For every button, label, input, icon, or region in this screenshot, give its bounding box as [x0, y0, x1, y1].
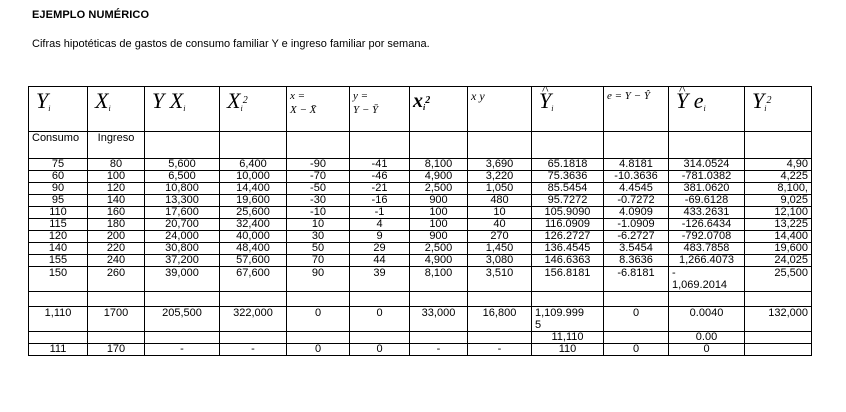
table-cell: -30	[287, 195, 350, 207]
table-cell: 140	[88, 195, 145, 207]
table-cell: 30,800	[145, 243, 220, 255]
table-cell: 115	[29, 219, 88, 231]
table-cell: 24,025	[745, 255, 812, 267]
data-rows	[29, 159, 812, 292]
table-cell: 90	[29, 183, 88, 195]
table-cell: 25,500	[745, 267, 812, 292]
table-cell: 20,700	[145, 219, 220, 231]
table-cell: 3.5454	[604, 243, 669, 255]
table-cell: 2,500	[410, 183, 468, 195]
table-cell: 483.7858	[669, 243, 745, 255]
table-cell: 11,110	[532, 332, 604, 344]
header-residual: e = Y − Ŷ	[604, 87, 669, 132]
data-table	[28, 86, 812, 356]
table-cell: 39	[350, 267, 410, 292]
table-cell: 132,000	[745, 307, 812, 332]
table-cell: 146.6363	[532, 255, 604, 267]
table-cell: 0	[350, 344, 410, 356]
table-cell: 9	[350, 231, 410, 243]
table-cell: 3,220	[468, 171, 532, 183]
header-yhat-e: ^ Y $e_i$	[669, 87, 745, 132]
table-cell: 95.7272	[532, 195, 604, 207]
table-cell: 4.4545	[604, 183, 669, 195]
table-cell	[88, 332, 145, 344]
table-cell: 4	[350, 219, 410, 231]
table-cell: 10	[287, 219, 350, 231]
table-cell: 1,110	[29, 307, 88, 332]
table-cell: 8.3636	[604, 255, 669, 267]
table-cell: 314.0524	[669, 159, 745, 171]
table-cell: 170	[88, 344, 145, 356]
table-cell	[468, 332, 532, 344]
table-cell: 19,600	[220, 195, 287, 207]
table-cell: -	[468, 344, 532, 356]
table-row	[29, 267, 812, 292]
table-cell: 126.2727	[532, 231, 604, 243]
table-cell: 10,000	[220, 171, 287, 183]
table-cell: 1,050	[468, 183, 532, 195]
table-cell: 39,000	[145, 267, 220, 292]
table-cell: 95	[29, 195, 88, 207]
table-cell: 105.9090	[532, 207, 604, 219]
table-cell: 0	[604, 307, 669, 332]
table-cell: 4.0909	[604, 207, 669, 219]
table-cell: 48,400	[220, 243, 287, 255]
table-cell: 3,080	[468, 255, 532, 267]
table-cell: 75.3636	[532, 171, 604, 183]
table-cell: 37,200	[145, 255, 220, 267]
table-cell	[745, 332, 812, 344]
table-cell: -46	[350, 171, 410, 183]
table-cell: 180	[88, 219, 145, 231]
table-cell: - 1,069.2014	[669, 267, 745, 292]
table-row	[29, 183, 812, 195]
table-cell: -69.6128	[669, 195, 745, 207]
header-yixi: Y $X_i$	[145, 87, 220, 132]
table-cell: 136.4545	[532, 243, 604, 255]
table-cell: 90	[287, 267, 350, 292]
table-row	[29, 171, 812, 183]
table-cell: 0.0040	[669, 307, 745, 332]
table-cell: -6.8181	[604, 267, 669, 292]
table-cell: -1	[350, 207, 410, 219]
table-cell: 2,500	[410, 243, 468, 255]
table-cell: 4,225	[745, 171, 812, 183]
table-cell: 900	[410, 195, 468, 207]
table-cell: 65.1818	[532, 159, 604, 171]
table-cell: -	[410, 344, 468, 356]
table-cell: 322,000	[220, 307, 287, 332]
table-cell: 200	[88, 231, 145, 243]
table-cell: 1,450	[468, 243, 532, 255]
table-cell: 17,600	[145, 207, 220, 219]
header-xy: x y	[468, 87, 532, 132]
table-cell: 160	[88, 207, 145, 219]
table-cell: -	[145, 344, 220, 356]
table-cell: 0	[604, 344, 669, 356]
table-cell: 30	[287, 231, 350, 243]
table-cell: -792.0708	[669, 231, 745, 243]
label-ingreso: Ingreso	[88, 132, 145, 159]
table-cell: 1700	[88, 307, 145, 332]
table-cell: 25,600	[220, 207, 287, 219]
table-cell: 3,690	[468, 159, 532, 171]
table-cell: 40,000	[220, 231, 287, 243]
table-cell: -0.7272	[604, 195, 669, 207]
table-cell: -126.6434	[669, 219, 745, 231]
table-cell: 205,500	[145, 307, 220, 332]
table-cell: 1,266.4073	[669, 255, 745, 267]
table-cell: 12,100	[745, 207, 812, 219]
table-row	[29, 159, 812, 171]
table-cell: 16,800	[468, 307, 532, 332]
table-cell: 100	[410, 219, 468, 231]
page-subtitle: Cifras hipotéticas de gastos de consumo familiar Y e ingreso familiar por semana.	[32, 38, 430, 50]
table-cell: 0.00	[669, 332, 745, 344]
extra-row	[29, 332, 812, 344]
header-y-squared: $Y_i^2$	[745, 87, 812, 132]
table-cell: 60	[29, 171, 88, 183]
table-cell: 433.2631	[669, 207, 745, 219]
table-cell: 110	[29, 207, 88, 219]
table-cell: 100	[410, 207, 468, 219]
table-cell: 85.5454	[532, 183, 604, 195]
table-cell: 13,225	[745, 219, 812, 231]
table-cell	[745, 344, 812, 356]
table-cell: -1.0909	[604, 219, 669, 231]
table-cell	[350, 332, 410, 344]
table-cell	[220, 332, 287, 344]
table-row	[29, 195, 812, 207]
table-cell	[604, 332, 669, 344]
table-cell: 24,000	[145, 231, 220, 243]
table-cell	[29, 332, 88, 344]
table-row	[29, 243, 812, 255]
table-cell: 14,400	[745, 231, 812, 243]
header-row	[29, 87, 812, 132]
table-cell: 6,400	[220, 159, 287, 171]
table-cell: -10.3636	[604, 171, 669, 183]
table-cell: 3,510	[468, 267, 532, 292]
table-cell: 8,100,	[745, 183, 812, 195]
table-cell: -10	[287, 207, 350, 219]
table-cell: -21	[350, 183, 410, 195]
table-cell: 0	[669, 344, 745, 356]
table-cell: 33,000	[410, 307, 468, 332]
table-cell: -90	[287, 159, 350, 171]
table-cell: -41	[350, 159, 410, 171]
table-cell: 100	[88, 171, 145, 183]
label-consumo: Consumo	[29, 132, 88, 159]
table-cell: 13,300	[145, 195, 220, 207]
table-cell: 140	[29, 243, 88, 255]
table-cell: 480	[468, 195, 532, 207]
table-cell: 67,600	[220, 267, 287, 292]
table-cell: 57,600	[220, 255, 287, 267]
table-cell: 240	[88, 255, 145, 267]
header-yi: $Y_i$	[29, 87, 88, 132]
table-cell: 5,600	[145, 159, 220, 171]
table-cell: 110	[532, 344, 604, 356]
table-cell: 32,400	[220, 219, 287, 231]
table-cell: 70	[287, 255, 350, 267]
table-cell: 116.0909	[532, 219, 604, 231]
table-cell: 155	[29, 255, 88, 267]
table-cell: 80	[88, 159, 145, 171]
table-cell: 220	[88, 243, 145, 255]
table-cell: 9,025	[745, 195, 812, 207]
table-cell: 29	[350, 243, 410, 255]
table-cell: -781.0382	[669, 171, 745, 183]
table-cell: -	[220, 344, 287, 356]
table-cell: -6.2727	[604, 231, 669, 243]
table-cell: 19,600	[745, 243, 812, 255]
header-x-deviation: x = X − X̄	[287, 87, 350, 132]
table-cell: -70	[287, 171, 350, 183]
table-cell: 270	[468, 231, 532, 243]
header-xi-squared: $X_i^2$	[220, 87, 287, 132]
table-cell: 156.8181	[532, 267, 604, 292]
header-y-deviation: y = Y − Ȳ	[350, 87, 410, 132]
table-cell: 260	[88, 267, 145, 292]
table-cell: 75	[29, 159, 88, 171]
table-cell: 0	[287, 344, 350, 356]
table-cell: 10,800	[145, 183, 220, 195]
table-cell: 0	[287, 307, 350, 332]
table-cell: -50	[287, 183, 350, 195]
table-cell	[410, 332, 468, 344]
table-cell: -16	[350, 195, 410, 207]
table-cell: 1,109.999 5	[532, 307, 604, 332]
table-cell: 4.8181	[604, 159, 669, 171]
table-cell: 120	[29, 231, 88, 243]
table-cell: 4,90	[745, 159, 812, 171]
table-cell: 14,400	[220, 183, 287, 195]
table-cell: 44	[350, 255, 410, 267]
table-cell: 111	[29, 344, 88, 356]
table-cell: 120	[88, 183, 145, 195]
table-row	[29, 231, 812, 243]
table-row	[29, 255, 812, 267]
table-cell: 8,100	[410, 159, 468, 171]
table-row	[29, 219, 812, 231]
table-cell: 8,100	[410, 267, 468, 292]
table-cell: 50	[287, 243, 350, 255]
header-x-squared: $x_i^2$	[410, 87, 468, 132]
table-cell: 0	[350, 307, 410, 332]
table-cell: 150	[29, 267, 88, 292]
table-cell: 40	[468, 219, 532, 231]
label-row	[29, 132, 812, 159]
spacer-row	[29, 292, 812, 307]
table-cell: 10	[468, 207, 532, 219]
table-cell: 4,900	[410, 255, 468, 267]
header-yhat: ^ $Y_i$	[532, 87, 604, 132]
table-cell: 900	[410, 231, 468, 243]
table-cell	[145, 332, 220, 344]
table-cell	[287, 332, 350, 344]
totals-row	[29, 307, 812, 332]
table-cell: 4,900	[410, 171, 468, 183]
page-title: EJEMPLO NUMÉRICO	[32, 9, 150, 21]
header-xi: $X_i$	[88, 87, 145, 132]
table-cell: 381.0620	[669, 183, 745, 195]
means-row	[29, 344, 812, 356]
table-row	[29, 207, 812, 219]
table-cell: 6,500	[145, 171, 220, 183]
